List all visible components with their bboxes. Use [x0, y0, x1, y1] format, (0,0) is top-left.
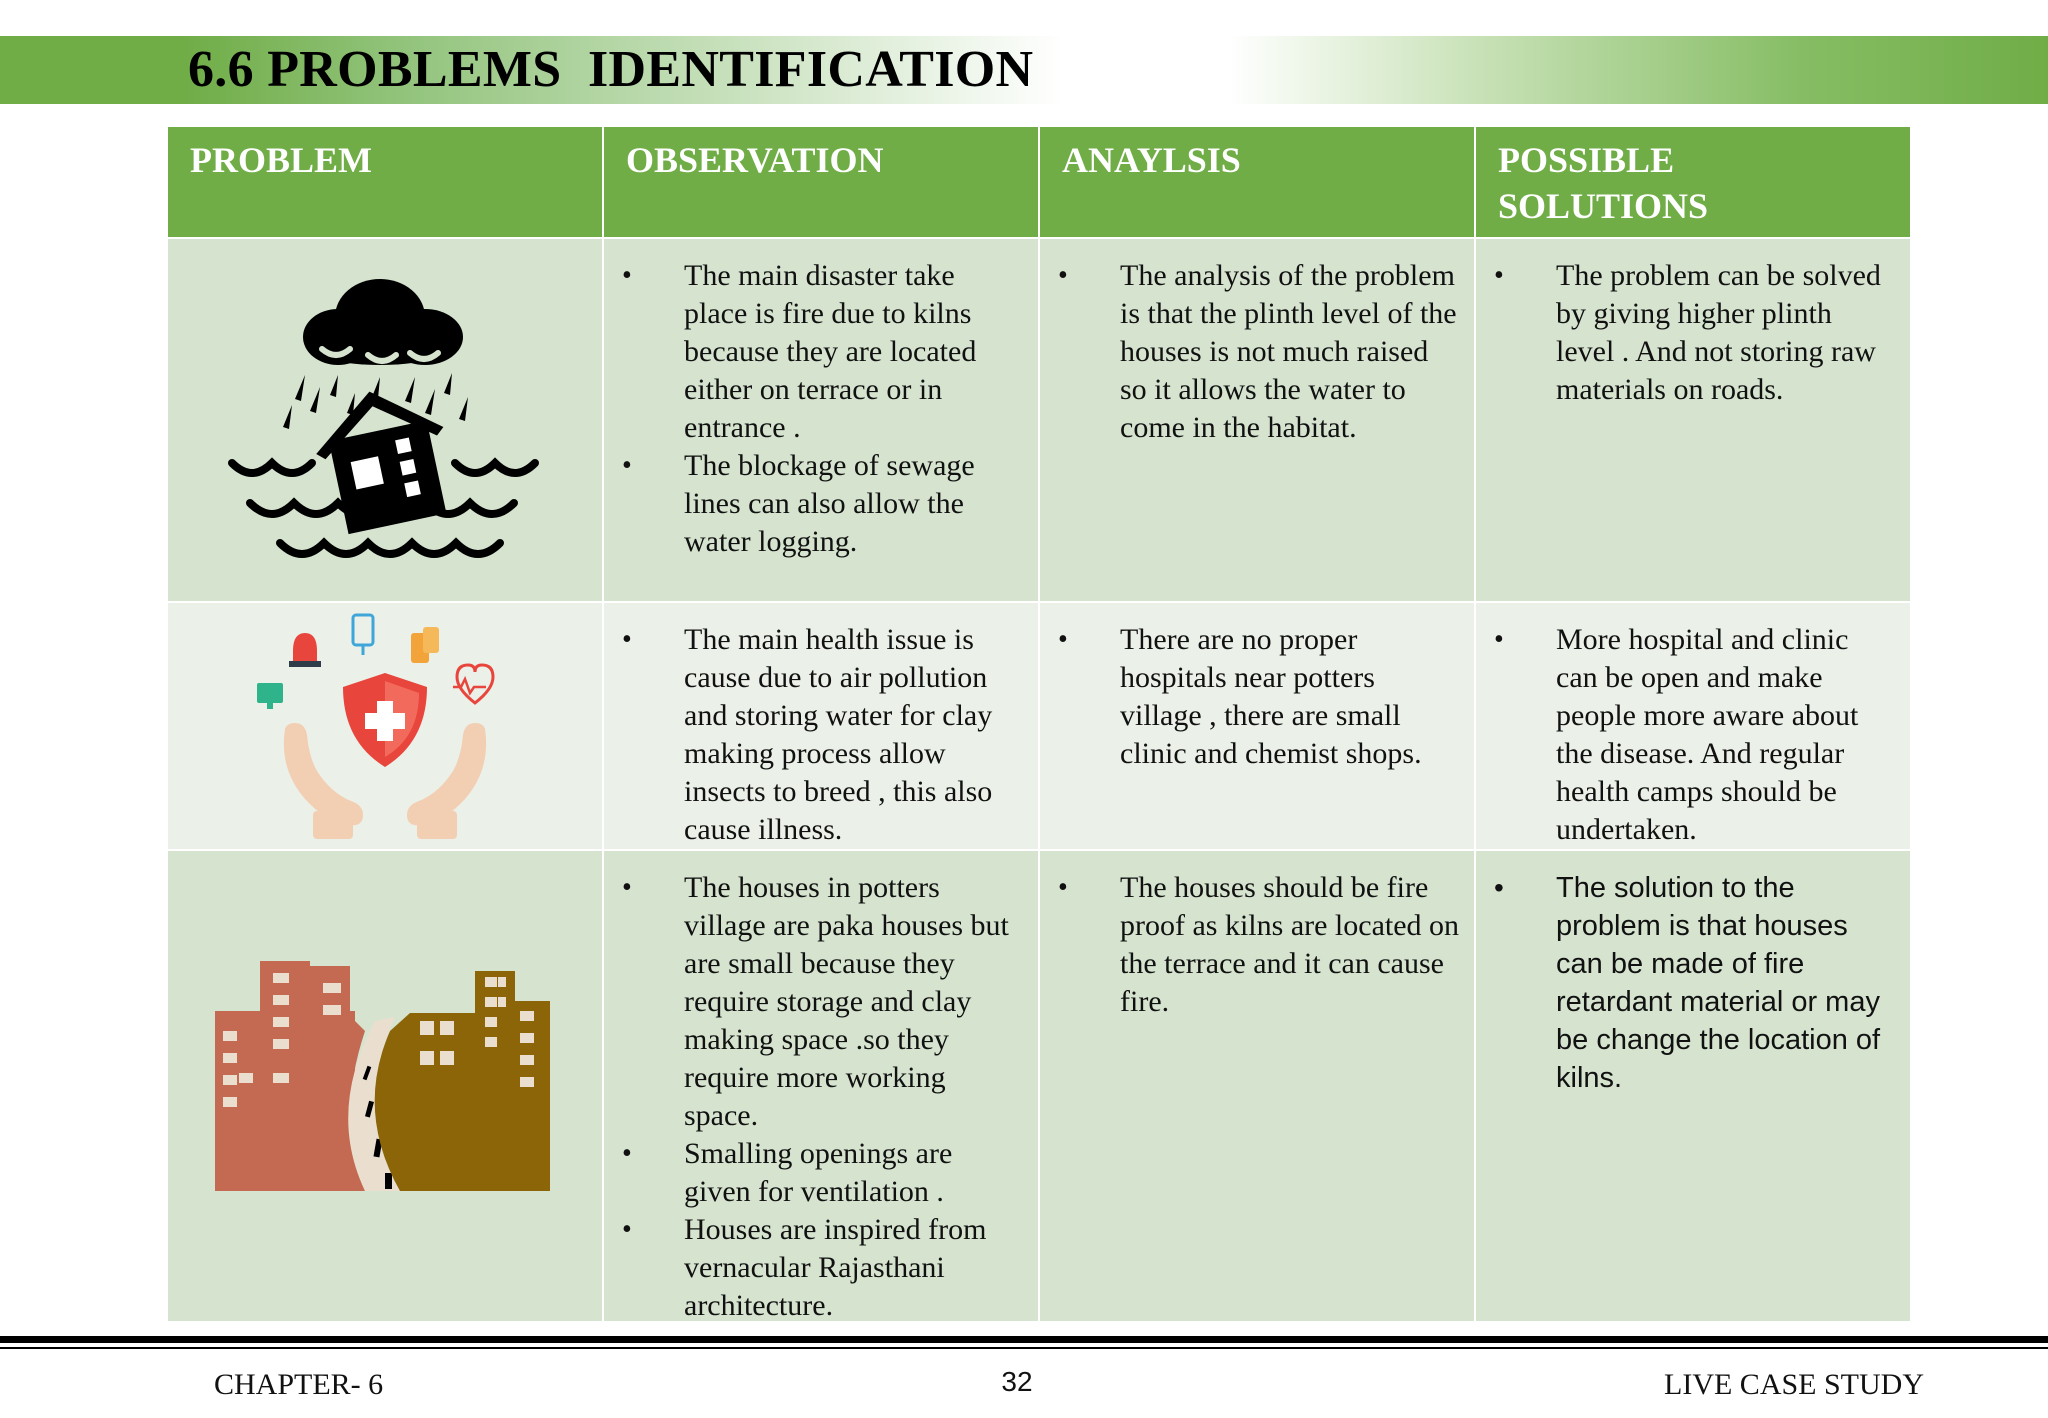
analysis-2-bullet-1: • There are no proper hospitals near potters village , there are small clinic and chemist shops.	[1040, 621, 1460, 773]
monitor-icon	[257, 683, 283, 709]
medicine-icon	[411, 627, 439, 663]
alarm-icon	[289, 633, 321, 667]
observation-1-bullet-1: • The main disaster take place is fire due to kilns because they are located either on terrace or in entrance .	[604, 257, 1024, 447]
analysis-cell-1	[1040, 239, 1474, 601]
solutions-3-bullet-1: • The solution to the problem is that houses can be made of fire retardant material or may be change the location of kilns.	[1476, 869, 1896, 1097]
analysis-1-bullet-1: • The analysis of the problem is that the plinth level of the houses is not much raised so it allows the water to come in the habitat.	[1040, 257, 1460, 447]
footer-page-number: 32	[1001, 1366, 1033, 1397]
header-observation: OBSERVATION	[604, 127, 1038, 237]
footer-case-study: LIVE CASE STUDY	[1664, 1368, 1924, 1401]
heartbeat-icon	[453, 665, 493, 703]
problem-cell-health	[168, 603, 602, 849]
solutions-2-bullet-1: • More hospital and clinic can be open and make people more aware about the disease. And regular health camps should be undertaken.	[1476, 621, 1896, 849]
city-buildings-icon	[215, 961, 555, 1211]
header-problem: PROBLEM	[168, 127, 602, 237]
footer-rule-thick	[0, 1336, 2048, 1343]
observation-3-bullet-2: • Smalling openings are given for ventilation .	[604, 1135, 1024, 1211]
header-analysis: ANAYLSIS	[1040, 127, 1474, 237]
problems-table	[168, 127, 1908, 1323]
solutions-1-bullet-1: • The problem can be solved by giving higher plinth level . And not storing raw materials on roads.	[1476, 257, 1896, 409]
observation-cell-3	[604, 851, 1038, 1321]
observation-3-bullet-1: • The houses in potters village are paka houses but are small because they require storage and clay making space .so they require more working space.	[604, 869, 1024, 1135]
observation-2-bullet-1: • The main health issue is cause due to air pollution and storing water for clay making process allow insects to breed , this also cause illness.	[604, 621, 1024, 849]
observation-cell-1	[604, 239, 1038, 601]
header-possible-solutions: POSSIBLE SOLUTIONS	[1476, 127, 1910, 237]
observation-cell-2	[604, 603, 1038, 849]
analysis-3-bullet-1: • The houses should be fire proof as kilns are located on the terrace and it can cause fire.	[1040, 869, 1460, 1021]
health-care-icon	[255, 611, 515, 841]
solutions-cell-3	[1476, 851, 1910, 1321]
analysis-cell-2	[1040, 603, 1474, 849]
iv-drip-icon	[353, 615, 373, 655]
observation-1-bullet-2: • The blockage of sewage lines can also allow the water logging.	[604, 447, 1024, 561]
solutions-cell-1	[1476, 239, 1910, 601]
analysis-cell-3	[1040, 851, 1474, 1321]
solutions-cell-2	[1476, 603, 1910, 849]
problem-cell-flood	[168, 239, 602, 601]
footer-rule-thin	[0, 1347, 2048, 1349]
observation-3-bullet-3: • Houses are inspired from vernacular Rajasthani architecture.	[604, 1211, 1024, 1325]
problem-cell-housing	[168, 851, 602, 1321]
page-title: 6.6 PROBLEMS IDENTIFICATION	[188, 41, 1034, 98]
flood-house-icon	[220, 265, 550, 575]
footer-chapter: CHAPTER- 6	[214, 1368, 384, 1401]
